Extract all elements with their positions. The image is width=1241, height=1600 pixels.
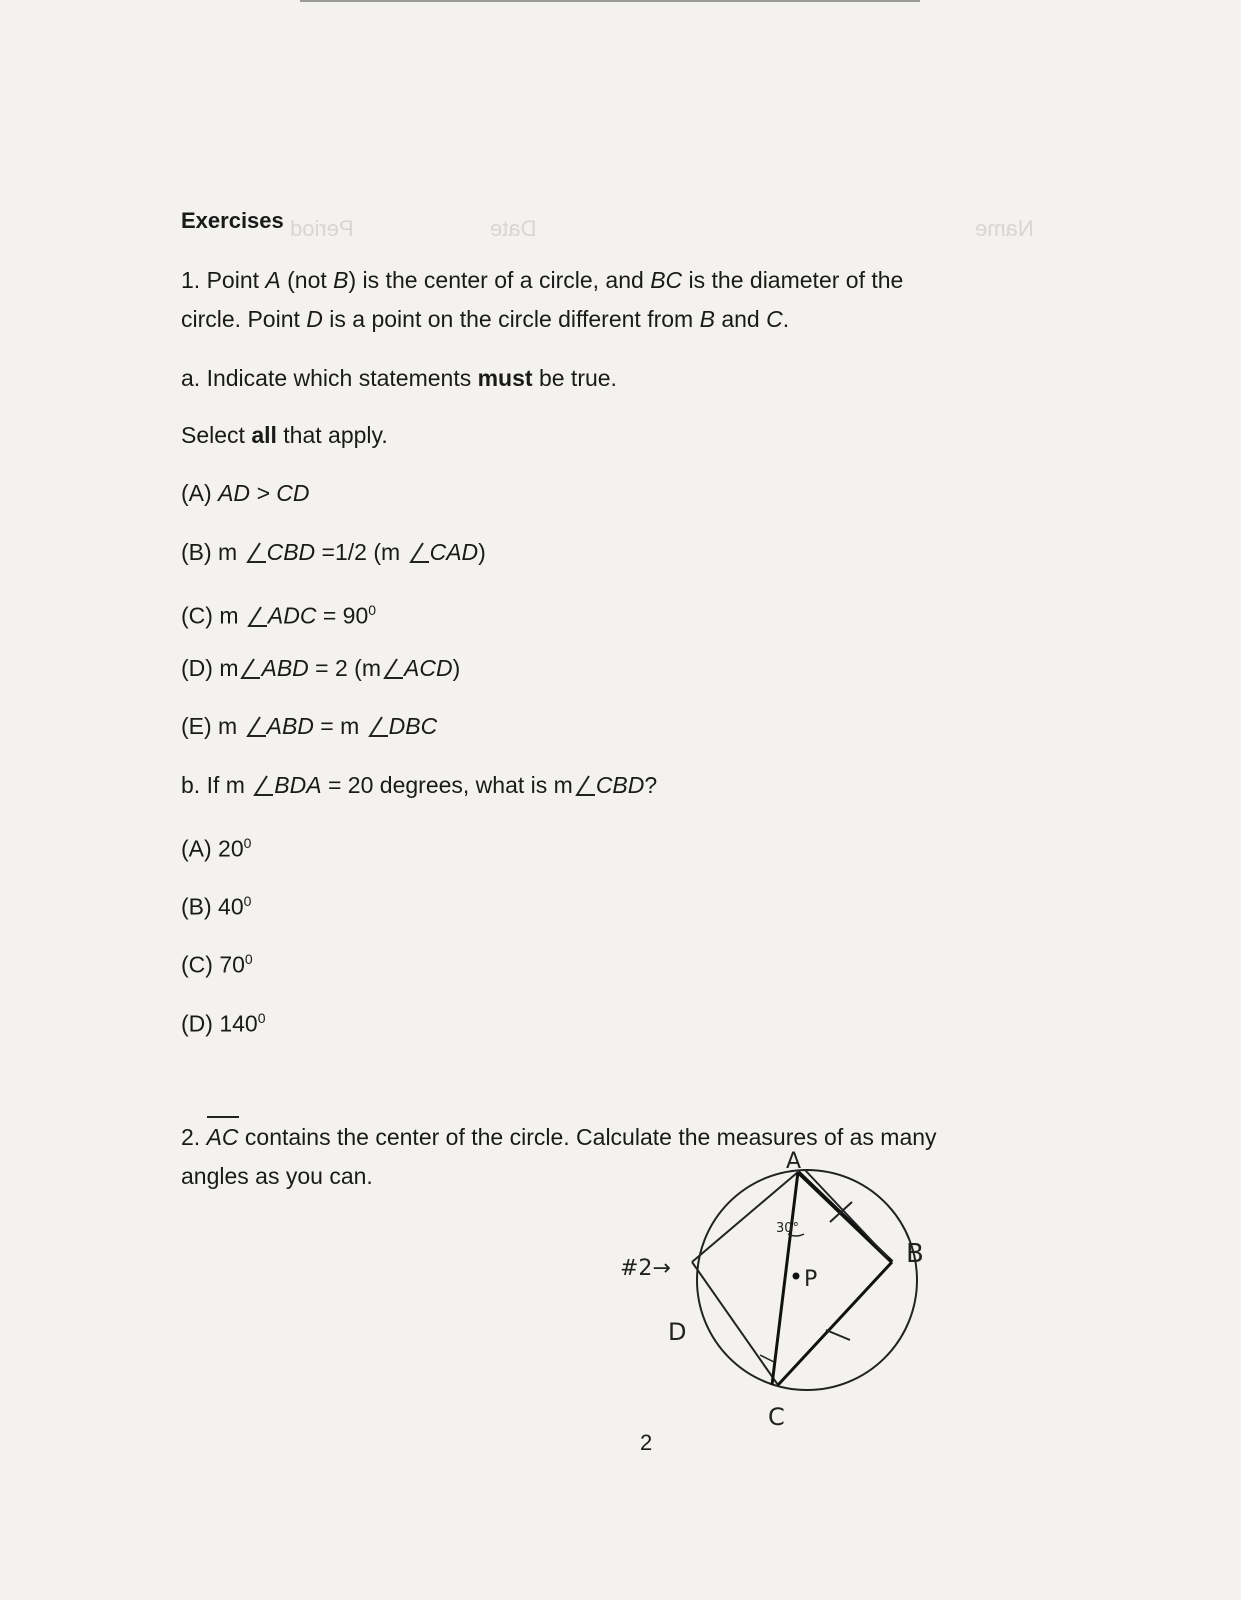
option-text: ) [452,655,461,681]
circle-figure [620,1150,940,1440]
option-term: ACD [404,655,453,681]
center-point [793,1273,800,1280]
option-text: =1/2 (m [315,539,407,565]
q1-text: is the diameter of the [682,267,904,293]
degree-sup: 0 [257,1010,266,1026]
option-text: (C) 70 [181,951,245,978]
option-text: (A) 20 [181,835,244,862]
part-b-text: ? [644,772,658,798]
degree-sup: 0 [243,835,252,851]
option-term: ADC [267,602,317,629]
q1-text: ) is the center of a circle, and [348,267,651,293]
q1-var-a: A [265,267,281,293]
q2-line2: angles as you can. [181,1163,373,1189]
option-text: AD > CD [218,480,310,506]
option-text: (B) 40 [181,893,244,920]
q1-var-c: C [766,306,783,332]
exercises-heading: Exercises [181,208,284,233]
option-d-1 [181,653,460,683]
page-number: 2 [640,1430,653,1455]
angle-icon [409,542,429,562]
degree-sup: 0 [243,893,252,909]
q1-var-d: D [306,306,323,332]
option-label: (B) m [181,539,244,565]
option-label: (D) m [181,655,239,681]
angle-icon [575,775,595,795]
q1-intro-line2 [181,304,789,334]
q1-var-b: B [699,306,715,332]
q2-line1 [181,1122,937,1152]
q1-text: (not [280,267,334,293]
tick-mark [826,1330,850,1340]
q1-intro-line1 [181,265,903,295]
angle-icon [240,658,260,678]
option-label: (E) m [181,713,244,739]
option-text: = 2 (m [308,655,381,681]
select-suffix: that apply. [276,422,388,448]
ray-ac [207,1122,239,1152]
part-b-term: BDA [274,772,322,798]
option-c-1 [181,595,376,631]
angle-icon [246,542,266,562]
option-b-1 [181,537,486,567]
select-prefix: Select [181,422,252,448]
label-c: C [768,1403,785,1431]
label-angle: 30° [776,1221,800,1236]
q2-text: contains the center of the circle. Calculate the measures of as many [238,1124,937,1150]
label-tag: #2→ [620,1256,671,1281]
ray-label: AC [206,1124,239,1150]
option-c-2 [181,944,253,980]
label-p: P [804,1267,818,1292]
q1-text: and [714,306,767,332]
q1-var-b: B [333,267,349,293]
option-a-2 [181,828,251,864]
label-a: A [786,1150,802,1174]
option-label: (C) m [181,602,245,629]
select-instruction [181,420,388,450]
ghost-name: Name [975,216,1034,241]
option-text: = m [313,713,366,739]
option-b-2 [181,886,251,922]
option-term: ABD [266,713,314,739]
q1-text: 1. Point [181,267,266,293]
angle-icon [253,775,273,795]
q1-text: . [782,306,790,332]
degree-sup: 0 [368,602,377,618]
option-term: CAD [429,539,479,565]
option-d-2 [181,1003,266,1039]
part-b-text: b. If m [181,772,252,798]
option-term: CBD [266,539,316,565]
q1-text: is a point on the circle different from [322,306,700,332]
option-text: ) [478,539,486,565]
q1-part-b [181,770,657,800]
angle-icon [246,716,266,736]
option-text: (D) 140 [181,1010,258,1037]
option-term: DBC [388,713,438,739]
option-e-1 [181,711,437,741]
label-b: B [906,1239,924,1269]
option-text: = 90 [316,602,369,629]
label-d: D [668,1318,687,1346]
option-term: ABD [261,655,309,681]
part-b-term: CBD [595,772,645,798]
angle-icon [383,658,403,678]
option-a-1 [181,478,309,508]
q2-num: 2. [181,1124,207,1150]
option-label: (A) [181,480,219,506]
chord-ad [692,1172,798,1262]
radius-ab2 [805,1170,888,1258]
ghost-date: Date [490,216,537,241]
angle-icon [368,716,388,736]
part-a-prefix: a. Indicate which statements [181,365,478,391]
q1-part-a [181,363,617,393]
part-a-suffix: be true. [532,365,617,391]
select-bold: all [251,422,277,448]
top-edge-line [300,0,920,2]
ghost-period: Period [290,216,354,241]
angle-icon [247,606,267,626]
q1-var-bc: BC [650,267,683,293]
degree-sup: 0 [244,951,253,967]
q1-text: circle. Point [181,306,307,332]
part-b-text: = 20 degrees, what is m [321,772,573,798]
part-a-bold: must [477,365,533,391]
